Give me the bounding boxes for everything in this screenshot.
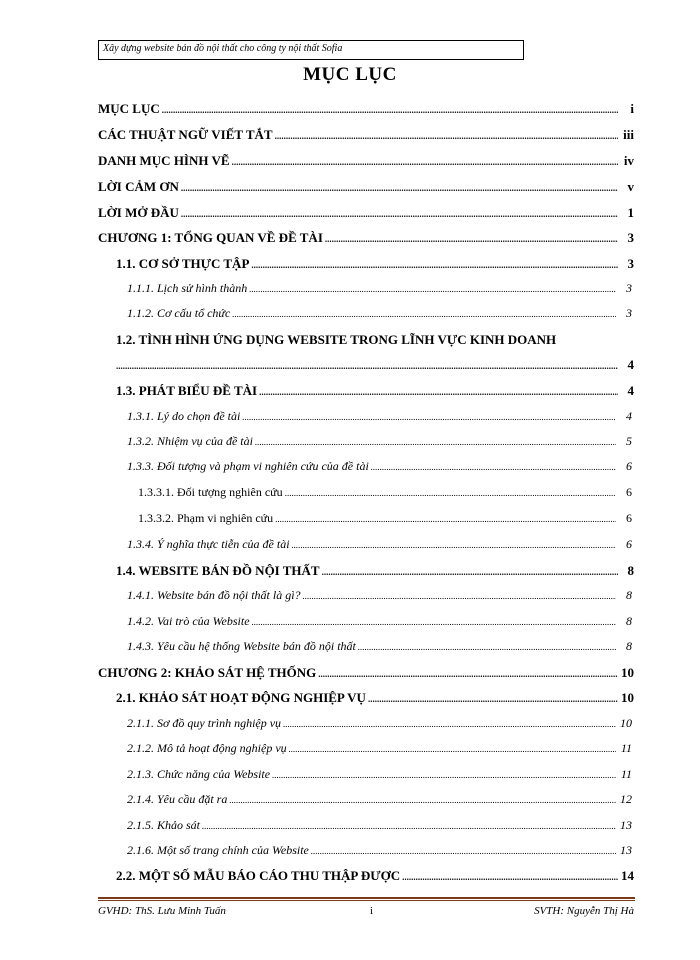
toc-entry-page: 4 bbox=[627, 383, 634, 398]
toc-entry-page: iii bbox=[623, 127, 634, 142]
toc-leader-dots bbox=[311, 846, 616, 856]
toc-entry[interactable] bbox=[127, 767, 632, 787]
toc-entry-title: CÁC THUẬT NGỮ VIẾT TẮT bbox=[98, 127, 273, 142]
toc-entry-title: 2.2. MỘT SỐ MẪU BÁO CÁO THU THẬP ĐƯỢC bbox=[116, 868, 401, 883]
toc-entry-page: 8 bbox=[626, 639, 632, 653]
toc-leader-dots bbox=[402, 872, 618, 882]
toc-leader-dots bbox=[252, 617, 616, 627]
toc-entry[interactable] bbox=[127, 741, 632, 761]
toc-entry[interactable] bbox=[98, 665, 634, 685]
toc-entry[interactable] bbox=[127, 434, 632, 454]
toc-entry[interactable] bbox=[127, 818, 632, 838]
toc-entry[interactable] bbox=[116, 690, 634, 710]
toc-entry-title: 1.3.1. Lý do chọn đề tài bbox=[127, 409, 241, 423]
toc-entry-page: 6 bbox=[626, 485, 632, 499]
toc-entry-page: 10 bbox=[620, 716, 632, 730]
toc-entry-title: 1.1. CƠ SỞ THỰC TẬP bbox=[116, 256, 250, 271]
toc-entry-title: CHƯƠNG 2: KHẢO SÁT HỆ THỐNG bbox=[98, 665, 317, 680]
toc-entry-title: 1.4. WEBSITE BÁN ĐỒ NỘI THẤT bbox=[116, 563, 320, 578]
toc-entry-page: 3 bbox=[626, 281, 632, 295]
toc-entry[interactable] bbox=[127, 306, 632, 326]
toc-leader-dots bbox=[371, 462, 616, 472]
toc-entry[interactable] bbox=[127, 537, 632, 557]
toc-entry[interactable] bbox=[127, 614, 632, 634]
toc-entry-page: 3 bbox=[627, 256, 634, 271]
toc-entry-title: LỜI MỞ ĐẦU bbox=[98, 205, 179, 220]
toc-entry[interactable] bbox=[127, 588, 632, 608]
toc-entry-page: 4 bbox=[626, 409, 632, 423]
toc-leader-dots bbox=[275, 514, 616, 524]
toc-entry-title: 1.3.4. Ý nghĩa thực tiễn của đề tài bbox=[127, 537, 290, 551]
toc-entry-title: DANH MỤC HÌNH VẼ bbox=[98, 153, 230, 168]
toc-leader-dots bbox=[289, 744, 616, 754]
toc-entry-page: 6 bbox=[626, 459, 632, 473]
toc-entry[interactable] bbox=[127, 639, 632, 659]
toc-entry-page: 14 bbox=[621, 868, 634, 883]
toc-entry-title: 2.1.4. Yêu cầu đặt ra bbox=[127, 792, 228, 806]
toc-entry[interactable] bbox=[98, 127, 634, 147]
toc-leader-dots bbox=[251, 260, 618, 270]
toc-entry-page: 4 bbox=[627, 357, 634, 372]
toc-entry-page: 6 bbox=[626, 511, 632, 525]
toc-entry-page: 1 bbox=[627, 205, 634, 220]
footer-divider-thin bbox=[98, 900, 635, 901]
toc-leader-dots bbox=[292, 540, 616, 550]
toc-entry-page: 11 bbox=[620, 767, 632, 781]
toc-entry-title-wrapped[interactable]: 1.2. TÌNH HÌNH ỨNG DỤNG WEBSITE TRONG LĨNH VỰC KINH DOANH bbox=[116, 332, 557, 347]
toc-leader-dots bbox=[255, 437, 616, 447]
toc-entry[interactable] bbox=[127, 409, 632, 429]
toc-entry-title: MỤC LỤC bbox=[98, 101, 160, 116]
toc-entry[interactable] bbox=[127, 716, 632, 736]
toc-entry[interactable] bbox=[127, 459, 632, 479]
toc-leader-dots bbox=[229, 795, 616, 805]
toc-leader-dots bbox=[232, 157, 618, 167]
toc-entry-page: 6 bbox=[626, 537, 632, 551]
toc-entry-title: 1.4.1. Website bán đồ nội thất là gì? bbox=[127, 588, 301, 602]
toc-leader-dots bbox=[242, 412, 616, 422]
toc-leader-dots bbox=[272, 770, 616, 780]
toc-entry[interactable] bbox=[138, 511, 632, 531]
toc-entry[interactable] bbox=[116, 357, 634, 377]
toc-leader-dots bbox=[283, 719, 616, 729]
footer-student: SVTH: Nguyễn Thị Hà bbox=[534, 905, 634, 917]
running-header-text: Xây dựng website bán đồ nội thất cho công ty nội thất Sofia bbox=[103, 43, 343, 54]
toc-leader-dots bbox=[318, 669, 618, 679]
toc-entry[interactable] bbox=[98, 101, 634, 121]
footer-page-number: i bbox=[370, 905, 374, 917]
toc-leader-dots bbox=[232, 309, 616, 319]
footer-advisor: GVHD: ThS. Lưu Minh Tuấn bbox=[98, 905, 226, 917]
toc-leader-dots bbox=[259, 387, 618, 397]
toc-entry[interactable] bbox=[116, 563, 634, 583]
toc-entry-title: 2.1.2. Mô tả hoạt động nghiệp vụ bbox=[127, 741, 287, 755]
toc-entry-page: 11 bbox=[620, 741, 632, 755]
toc-entry-page: 3 bbox=[626, 306, 632, 320]
toc-entry[interactable] bbox=[127, 792, 632, 812]
toc-entry-page: 5 bbox=[626, 434, 632, 448]
toc-entry-page: 13 bbox=[620, 818, 632, 832]
toc-entry-title: 2.1. KHẢO SÁT HOẠT ĐỘNG NGHIỆP VỤ bbox=[116, 690, 366, 705]
toc-entry-title: 1.3.3.2. Phạm vi nghiên cứu bbox=[138, 511, 274, 525]
toc-leader-dots bbox=[249, 284, 616, 294]
toc-entry-page: 12 bbox=[620, 792, 632, 806]
toc-entry-title: 1.1.2. Cơ cấu tổ chức bbox=[127, 306, 231, 320]
toc-entry-page: 8 bbox=[626, 588, 632, 602]
toc-entry[interactable] bbox=[116, 868, 634, 888]
toc-leader-dots bbox=[285, 488, 616, 498]
toc-leader-dots bbox=[303, 591, 616, 601]
toc-entry[interactable] bbox=[98, 230, 634, 250]
toc-entry[interactable] bbox=[98, 205, 634, 225]
toc-entry-title: 1.4.3. Yêu cầu hệ thống Website bán đồ nội thất bbox=[127, 639, 356, 653]
toc-entry-page: i bbox=[630, 101, 634, 116]
toc-entry[interactable] bbox=[127, 281, 632, 301]
toc-entry-title: 2.1.3. Chức năng của Website bbox=[127, 767, 271, 781]
toc-entry-title: 1.3.3. Đối tượng và phạm vi nghiên cứu của đề tài bbox=[127, 459, 369, 473]
toc-leader-dots bbox=[322, 567, 618, 577]
toc-entry-page: 10 bbox=[621, 665, 634, 680]
toc-entry[interactable] bbox=[127, 843, 632, 863]
toc-leader-dots bbox=[325, 234, 618, 244]
toc-entry[interactable] bbox=[98, 153, 634, 173]
toc-entry[interactable] bbox=[98, 179, 634, 199]
toc-entry-page: 3 bbox=[627, 230, 634, 245]
toc-entry-title: 2.1.1. Sơ đồ quy trình nghiệp vụ bbox=[127, 716, 282, 730]
toc-entry-page: 13 bbox=[620, 843, 632, 857]
toc-entry[interactable] bbox=[116, 256, 634, 276]
toc-leader-dots bbox=[116, 361, 618, 371]
page-title: MỤC LỤC bbox=[303, 64, 397, 85]
toc-entry-page: iv bbox=[623, 153, 634, 168]
toc-leader-dots bbox=[368, 694, 618, 704]
toc-entry-title: 2.1.5. Khảo sát bbox=[127, 818, 201, 832]
toc-entry-page: v bbox=[627, 179, 634, 194]
toc-entry[interactable] bbox=[138, 485, 632, 505]
toc-entry-page: 8 bbox=[626, 614, 632, 628]
toc-entry-title: 1.3.2. Nhiệm vụ của đề tài bbox=[127, 434, 253, 448]
toc-entry-title: CHƯƠNG 1: TỔNG QUAN VỀ ĐỀ TÀI bbox=[98, 230, 323, 245]
toc-leader-dots bbox=[275, 131, 618, 141]
toc-entry-title: 1.3. PHÁT BIỂU ĐỀ TÀI bbox=[116, 383, 258, 398]
toc-leader-dots bbox=[202, 821, 616, 831]
toc-entry-title: 1.3.3.1. Đối tượng nghiên cứu bbox=[138, 485, 283, 499]
toc-entry-page: 8 bbox=[627, 563, 634, 578]
toc-leader-dots bbox=[181, 183, 618, 193]
footer-divider bbox=[98, 897, 635, 899]
toc-entry-title: 1.4.2. Vai trò của Website bbox=[127, 614, 250, 628]
toc-entry[interactable] bbox=[116, 383, 634, 403]
toc-entry-title: 2.1.6. Một số trang chính của Website bbox=[127, 843, 309, 857]
toc-entry-title: LỜI CẢM ƠN bbox=[98, 179, 179, 194]
toc-leader-dots bbox=[162, 105, 618, 115]
toc-leader-dots bbox=[181, 209, 618, 219]
toc-entry-title: 1.1.1. Lịch sử hình thành bbox=[127, 281, 248, 295]
toc-leader-dots bbox=[358, 642, 616, 652]
toc-entry-page: 10 bbox=[621, 690, 634, 705]
